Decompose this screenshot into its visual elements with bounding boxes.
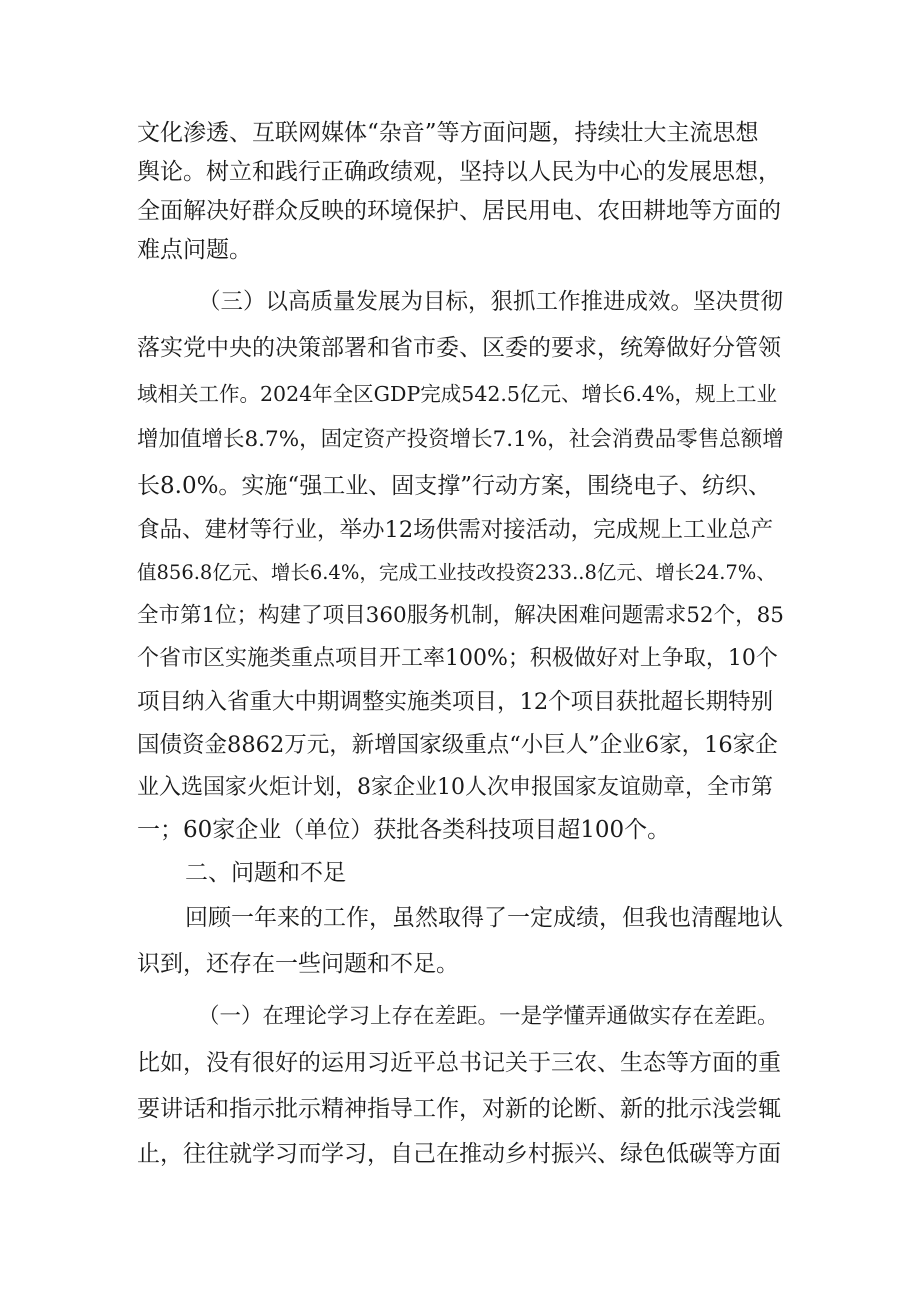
text-line: 值856.8亿元、增长6.4%，完成工业技改投资233..8亿元、增长24.7%、 [137,561,776,584]
text-line: 长8.0%。实施“强工业、固支撑”行动方案，围绕电子、纺织、 [137,473,771,499]
text-line: 增加值增长8.7%，固定资产投资增长7.1%，社会消费品零售总额增 [137,427,784,452]
text-line: 舆论。树立和践行正确政绩观，坚持以人民为中心的发展思想， [137,159,781,185]
text-line: 项目纳入省重大中期调整实施类项目，12个项目获批超长期特别 [137,689,774,715]
text-line: 比如，没有很好的运用习近平总书记关于三农、生态等方面的重 [137,1050,781,1076]
text-line: 识到，还存在一些问题和不足。 [137,951,459,977]
text-line: 文化渗透、互联网媒体“杂音”等方面问题，持续壮大主流思想 [137,120,759,146]
text-line: 全市第1位；构建了项目360服务机制，解决困难问题需求52个，85 [137,603,784,628]
paragraph-first-line: （三）以高质量发展为目标，狠抓工作推进成效。坚决贯彻 [198,289,784,315]
text-line: 全面解决好群众反映的环境保护、居民用电、农田耕地等方面的 [137,198,781,224]
text-line: 难点问题。 [137,237,252,263]
text-line: 个省市区实施类重点项目开工率100%；积极做好对上争取，10个 [137,646,778,671]
section-heading: 二、问题和不足 [185,860,346,886]
paragraph-first-line: （一）在理论学习上存在差距。一是学懂弄通做实存在差距。 [198,1004,779,1029]
text-line: 国债资金8862万元，新增国家级重点“小巨人”企业6家，16家企 [137,732,778,758]
text-line: 业入选国家火炬计划，8家企业10人次申报国家友谊勋章，全市第 [137,775,773,800]
text-line: 落实党中央的决策部署和省市委、区委的要求，统筹做好分管领 [137,335,781,361]
text-line: 域相关工作。2024年全区GDP完成542.5亿元、增长6.4%，规上工业 [137,382,778,406]
text-line: 一；60家企业（单位）获批各类科技项目超100个。 [137,817,671,843]
paragraph-first-line: 回顾一年来的工作，虽然取得了一定成绩，但我也清醒地认 [185,905,783,931]
text-line: 食品、建材等行业，举办12场供需对接活动，完成规上工业总产 [137,517,774,543]
text-line: 止，往往就学习而学习，自己在推动乡村振兴、绿色低碳等方面 [137,1141,781,1167]
text-line: 要讲话和指示批示精神指导工作，对新的论断、新的批示浅尝辄 [137,1096,781,1122]
